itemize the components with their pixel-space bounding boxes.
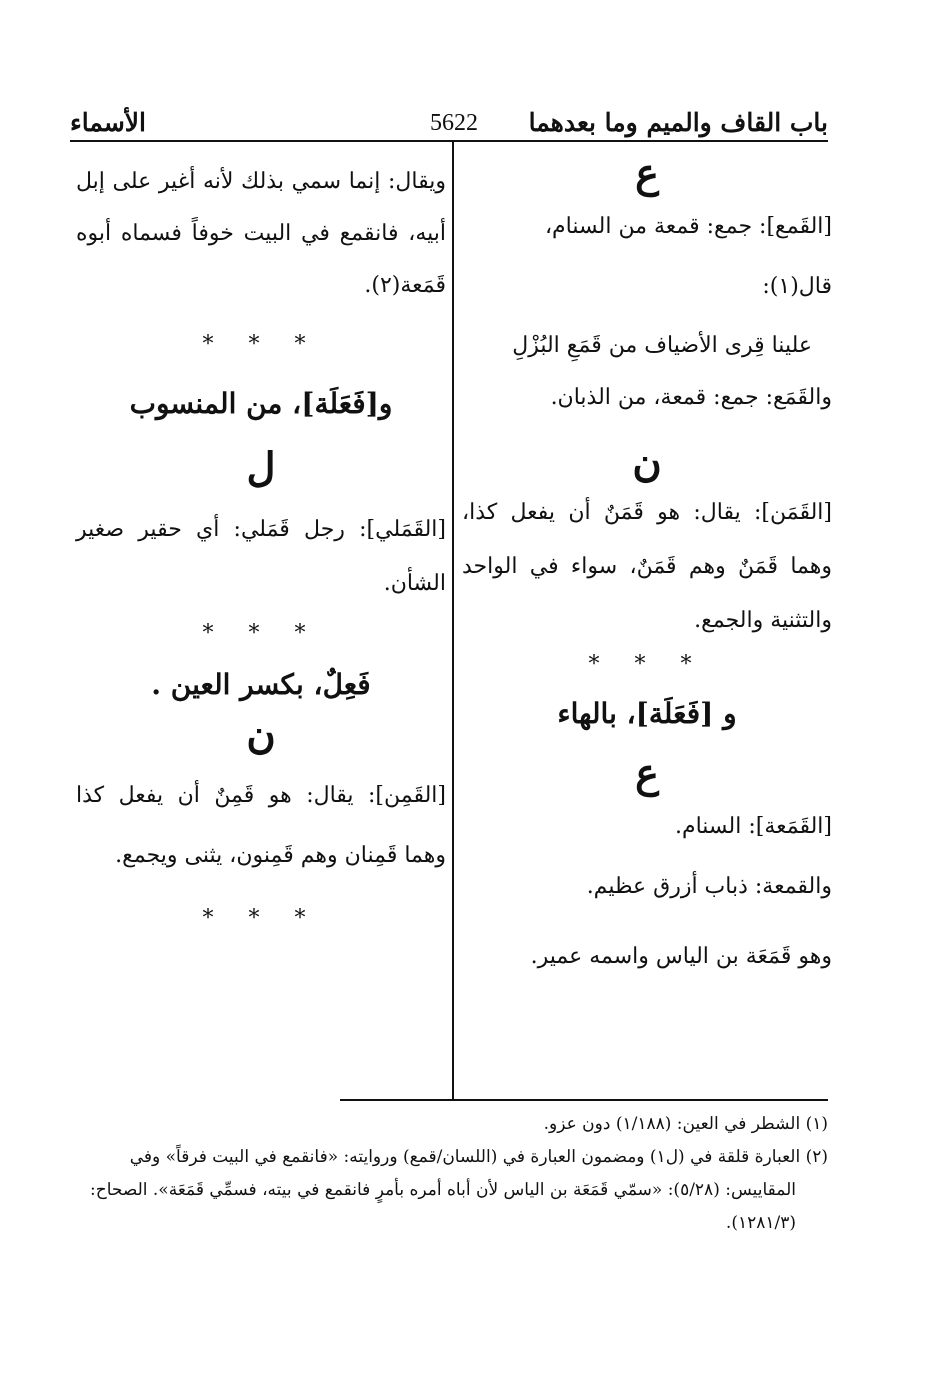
header-rule [70,140,828,142]
entry-text: [القَمِن]: يقال: هو قَمِنٌ أن يفعل كذا وهما قَمِنان وهم قَمِنون، يثنى ويجمع. [76,783,446,868]
entry-text: [القَمَعة]: السنام. [674,814,832,839]
section-heading: فَعِلٌ، بكسر العين . [151,668,371,701]
footnote-2: (٢) العبارة قلقة في (ل١) ومضمون العبارة في (اللسان/قمع) وروايته: «فانقمع في البيت فرقاً» وفي [129,1147,828,1167]
footnote-2-end: (١٢٨١/٣). [725,1213,796,1233]
separator-stars: * * * [202,332,320,357]
column-divider [452,142,454,1100]
section-heading: و[فَعَلَة]، من المنسوب [129,387,393,420]
section-heading: و [فَعَلَة]، بالهاء [557,697,737,730]
verse-line: علينا قِرى الأضياف من قَمَعِ البُزْلِ [512,333,812,358]
letter-heading: ع [635,750,659,797]
letter-heading: ن [246,711,276,758]
footnotes [76,1108,828,1240]
entry-text: [القَمَن]: يقال: هو قَمَنٌ أن يفعل كذا، وهما قَمَنٌ وهم قَمَنٌ، سواء في الواحد والتثنية والجمع. [462,500,832,633]
entry-text: قال(١): [762,274,832,299]
chapter-title: باب القاف والميم وما بعدهما [528,108,828,137]
letter-heading: ل [246,444,276,491]
section-title: الأسماء [70,108,146,137]
page-number: 5622 [430,110,478,136]
page-header [70,100,828,140]
separator-stars: * * * [202,621,320,646]
footnote-2-continued: المقاييس: (٥/٢٨): «سمّي قَمَعَة بن الياس لأن أباه أمره بأمرٍ فانقمع في بيته، فسمِّي قَمَعَة». الصحاح: [90,1180,796,1200]
letter-heading: ع [635,150,659,197]
letter-heading: ن [632,439,662,486]
entry-text: ويقال: إنما سمي بذلك لأنه أغير على إبل أبيه، فانقمع في البيت خوفاً فسماه أبوه قَمَعة(٢). [76,169,446,298]
entry-text: [القَمَلي]: رجل قَمَلي: أي حقير صغير الشأن. [76,517,446,596]
separator-stars: * * * [202,906,320,931]
entry-text: والقمعة: ذباب أزرق عظيم. [586,874,832,899]
footnote-1: (١) الشطر في العين: (١/١٨٨) دون عزو. [543,1114,828,1134]
entry-text: والقَمَع: جمع: قمعة، من الذبان. [550,385,832,410]
entry-text: وهو قَمَعَة بن الياس واسمه عمير. [530,944,832,969]
entry-text: [القَمع]: جمع: قمعة من السنام، [544,214,832,239]
right-column [462,150,832,987]
separator-stars: * * * [588,652,706,677]
left-column [76,150,446,931]
footnote-rule [340,1099,828,1101]
